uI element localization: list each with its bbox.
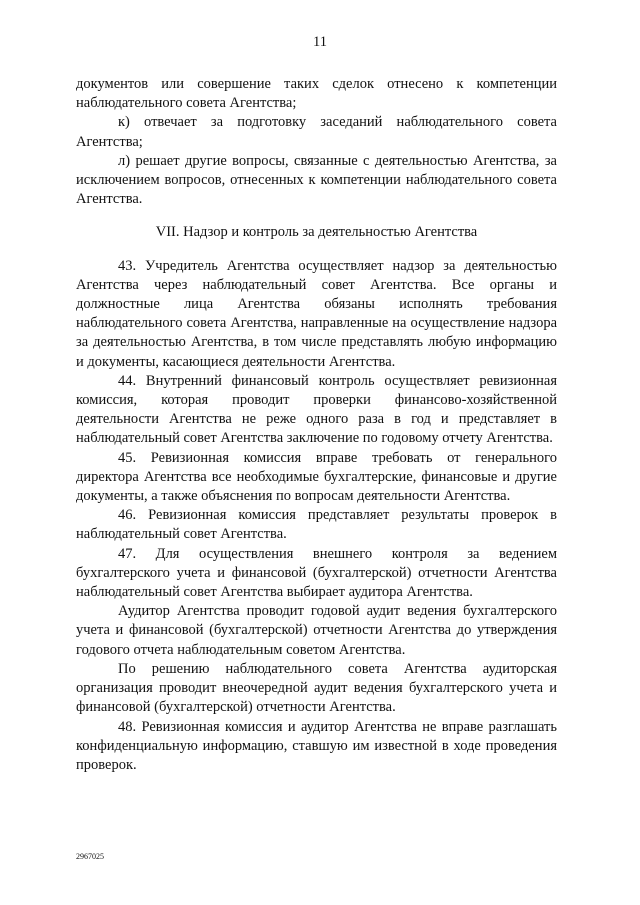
paragraph-45: 45. Ревизионная комиссия вправе требовать от генерального директора Агентства все необходимые бухгалтерские, финансовые и другие документы, а также объяснения по вопросам деятельности Агентства.	[76, 449, 557, 505]
paragraph-48: 48. Ревизионная комиссия и аудитор Агентства не вправе разглашать конфиденциальную информацию, ставшую им известной в ходе проведения проверок.	[76, 718, 557, 773]
paragraph-46: 46. Ревизионная комиссия представляет результаты проверок в наблюдательный совет Агентства.	[76, 507, 557, 543]
paragraph-47-decision: По решению наблюдательного совета Агентства аудиторская организация проводит внеочередной аудит ведения бухгалтерского учета и финансовой (бухгалтерской) отчетности Агентства.	[76, 660, 557, 716]
document-body	[76, 75, 557, 775]
paragraph-item-k: к) отвечает за подготовку заседаний наблюдательного совета Агентства;	[76, 114, 557, 150]
paragraph-47: 47. Для осуществления внешнего контроля за ведением бухгалтерского учета и финансовой (бухгалтерской) отчетности Агентства наблюдательный совет Агентства выбирает аудитора Агентства.	[76, 545, 557, 601]
paragraph-item-l: л) решает другие вопросы, связанные с деятельностью Агентства, за исключением вопросов, отнесенных к компетенции наблюдательного совета Агентства.	[76, 152, 557, 208]
paragraph-43: 43. Учредитель Агентства осуществляет надзор за деятельностью Агентства через наблюдательный совет Агентства. Все органы и должностные лица Агентства обязаны исполнять требования наблюдательного совета Агентства, направленные на осуществление надзора за деятельностью Агентства, в том числе представлять любую информацию и документы, касающиеся деятельности Агентства.	[76, 257, 557, 370]
paragraph-continuation: документов или совершение таких сделок отнесено к компетенции наблюдательного совета Агентства;	[76, 76, 557, 112]
page-number: 11	[313, 34, 327, 50]
paragraph-44: 44. Внутренний финансовый контроль осуществляет ревизионная комиссия, которая проводит проверки финансово-хозяйственной деятельности Агентства не реже одного раза в год и представляет в наблюдательный совет Агентства заключение по годовому отчету Агентства.	[76, 372, 557, 447]
document-code: 2967025	[76, 852, 104, 861]
paragraph-47-auditor: Аудитор Агентства проводит годовой аудит ведения бухгалтерского учета и финансовой (бухгалтерской) отчетности Агентства до утверждения годового отчета наблюдательным советом Агентства.	[76, 603, 557, 658]
section-heading: VII. Надзор и контроль за деятельностью Агентства	[155, 224, 478, 241]
